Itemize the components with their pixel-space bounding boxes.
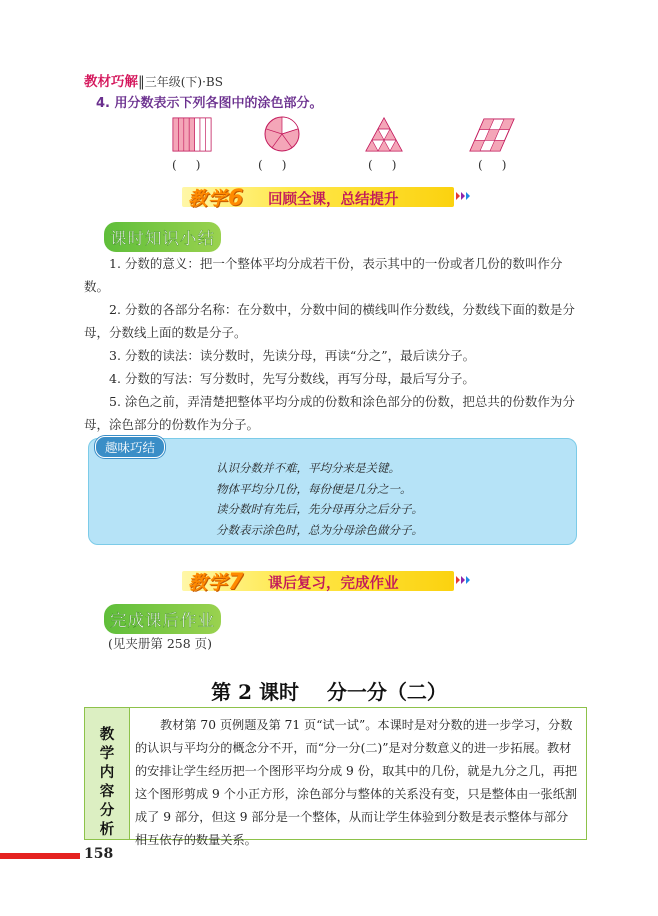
step-title: 课后复习，完成作业: [268, 576, 399, 592]
summary-item-3: 3. 分数的读法：读分数时，先读分母，再读“分之”，最后读分子。: [109, 348, 476, 363]
running-header: [84, 70, 223, 90]
question-4-title: 4. 用分数表示下列各图中的涂色部分。: [96, 96, 323, 111]
header-divider: ‖: [138, 74, 145, 90]
content-analysis-label-panel: [85, 708, 130, 839]
parallelogram-figure: [470, 119, 514, 151]
answer-blank-2[interactable]: ( ): [258, 158, 287, 172]
summary-item-4: 4. 分数的写法：写分数时，先写分数线，再写分母，最后写分子。: [109, 371, 475, 386]
step-tag: 教学6: [188, 186, 245, 211]
question-4-figures: [170, 116, 530, 154]
triangle-figure: [366, 118, 402, 151]
answer-blank-4[interactable]: ( ): [478, 158, 507, 172]
book-brand: 教材巧解: [84, 74, 138, 90]
teaching-step-6-banner: [182, 184, 470, 210]
grade-label: 三年级(下)·BS: [144, 75, 223, 89]
poem-line-3: 读分数时有先后，先分母再分之后分子。: [216, 502, 423, 516]
page-number: 158: [84, 846, 114, 862]
answer-blank-1[interactable]: ( ): [172, 158, 201, 172]
poem-line-4: 分数表示涂色时，总为分母涂色做分子。: [216, 522, 423, 537]
footer-red-bar: [0, 853, 80, 859]
summary-item-5: 5. 涂色之前，弄清楚把整体平均分成的份数和涂色部分的份数，把总共的份数作为分母，涂色部分的份数作为分子。: [84, 394, 575, 432]
poem-line-1: 认识分数并不难，平均分来是关键。: [216, 461, 400, 475]
pie-circle-figure: [265, 117, 299, 151]
summary-item-2: 2. 分数的各部分名称：在分数中，分数中间的横线叫作分数线，分数线下面的数是分母，分数线上面的数是分子。: [84, 302, 575, 340]
striped-rectangle-figure: [173, 118, 211, 151]
fun-summary-poem: [216, 458, 423, 540]
lesson-title: 第 2 课时 分一分（二）: [211, 680, 447, 704]
summary-list: [84, 252, 584, 436]
content-analysis-box: [84, 707, 587, 847]
teaching-step-7-banner: [182, 568, 470, 594]
triple-arrow-icon: [456, 190, 472, 202]
fun-summary-label: 趣味巧结: [95, 436, 165, 458]
step-tag: 教学7: [188, 570, 245, 595]
homework-note: (见夹册第 258 页): [108, 636, 213, 651]
poem-line-2: 物体平均分几份，每份便是几分之一。: [216, 481, 412, 496]
summary-heading: 课时知识小结: [104, 222, 221, 252]
homework-heading: 完成课后作业: [104, 604, 221, 634]
step-title: 回顾全课，总结提升: [268, 192, 399, 208]
content-analysis-text: 教材第 70 页例题及第 71 页“试一试”。本课时是对分数的进一步学习，分数的认识与平均分的概念分不开，而“分一分(二)”是对分数意义的进一步拓展。教材的安排让学生经历把一个图形平均分成 9 份，取其中的几份，就是九分之几，再把这个图形剪成 9 个小正方形，涂色部分与整体的关系没有变，只是整体由一张纸割成了 9 部分，但这 9 部分是一个整体，从而让学生体验到分数是表示整体与部分相互依存的数量关系。: [135, 718, 578, 847]
triple-arrow-icon: [456, 574, 472, 586]
answer-blank-3[interactable]: ( ): [368, 158, 397, 172]
summary-item-1: 1. 分数的意义：把一个整体平均分成若干份，表示其中的一份或者几份的数叫作分数。: [84, 256, 563, 294]
content-analysis-label: 教学内容分析: [99, 727, 115, 838]
